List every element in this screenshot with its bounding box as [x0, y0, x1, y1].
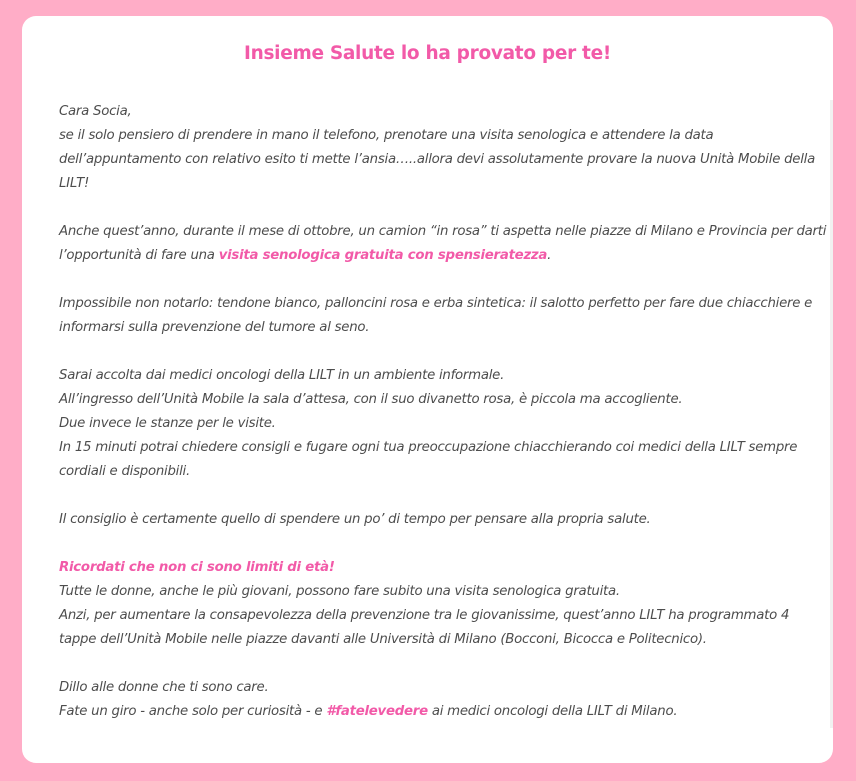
- hashtag-fatelevedere: #fatelevedere: [326, 704, 428, 719]
- paragraph-age-line: Anzi, per aumentare la consapevolezza della prevenzione tra le giovanissime, quest’anno LILT ha programmato 4 tappe dell’Unità Mobile nelle piazze davanti alle Università di Milano (Bocconi, Bicocca e Politecnico).: [59, 608, 790, 647]
- paragraph-intro: se il solo pensiero di prendere in mano il telefono, prenotare una visita senologica e attendere la data dell’appuntamento con relativo esito ti mette l’ansia…..allora devi assolutamente provare la nuova Unità Mobile della LILT!: [59, 128, 816, 191]
- highlight-free-visit: visita senologica gratuita con spensieratezza: [218, 248, 548, 263]
- paragraph-spacer: [59, 652, 827, 676]
- card-edge-shade: [830, 100, 833, 728]
- page-title: Insieme Salute lo ha provato per te!: [244, 43, 611, 64]
- closing-text-end: ai medici oncologi della LILT di Milano.: [427, 704, 678, 719]
- paragraph-welcome-line: All’ingresso dell’Unità Mobile la sala d’attesa, con il suo divanetto rosa, è piccola ma accogliente.: [59, 392, 683, 407]
- article-body: [59, 100, 827, 724]
- paragraph-tent: Impossibile non notarlo: tendone bianco, palloncini rosa e erba sintetica: il salotto perfetto per fare due chiacchiere e informarsi sulla prevenzione del tumore al seno.: [59, 296, 813, 335]
- paragraph-closing-line: Dillo alle donne che ti sono care.: [59, 680, 269, 695]
- highlight-no-age-limits: Ricordati che non ci sono limiti di età!: [59, 560, 335, 575]
- paragraph-spacer: [59, 340, 827, 364]
- paragraph-spacer: [59, 196, 827, 220]
- closing-text: Fate un giro - anche solo per curiosità - e: [59, 704, 327, 719]
- paragraph-truck-text: Anche quest’anno, durante il mese di ottobre, un camion “in rosa” ti aspetta nelle piazze di Milano e Provincia per darti l’opportunità di fare una: [59, 224, 827, 263]
- paragraph-truck: [59, 220, 827, 268]
- paragraph-advice: Il consiglio è certamente quello di spendere un po’ di tempo per pensare alla propria salute.: [59, 512, 651, 527]
- paragraph-welcome-line: Sarai accolta dai medici oncologi della LILT in un ambiente informale.: [59, 368, 505, 383]
- paragraph-truck-end: .: [547, 248, 552, 263]
- greeting: Cara Socia,: [59, 104, 132, 119]
- paragraph-age-line: Tutte le donne, anche le più giovani, possono fare subito una visita senologica gratuita.: [59, 584, 620, 599]
- paragraph-spacer: [59, 268, 827, 292]
- paragraph-closing-line: [59, 700, 827, 724]
- article-card: [22, 16, 833, 763]
- paragraph-spacer: [59, 484, 827, 508]
- paragraph-spacer: [59, 532, 827, 556]
- paragraph-welcome-line: Due invece le stanze per le visite.: [59, 416, 276, 431]
- paragraph-welcome-line: In 15 minuti potrai chiedere consigli e fugare ogni tua preoccupazione chiacchierando coi medici della LILT sempre cordiali e disponibili.: [59, 440, 798, 479]
